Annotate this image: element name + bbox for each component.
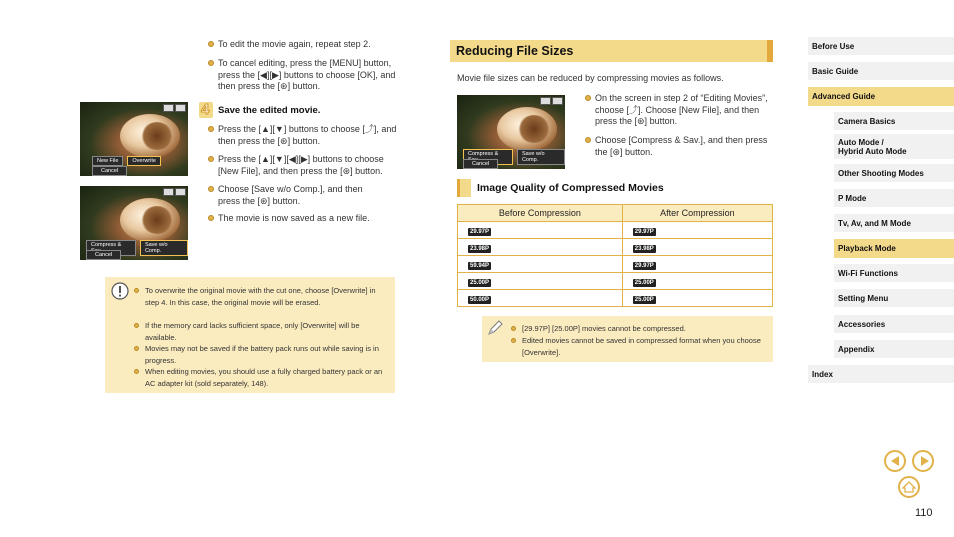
movie-quality-icon: 29.97P <box>634 228 654 235</box>
new-file-option: New File <box>92 156 123 166</box>
cancel-option: Cancel <box>92 166 127 176</box>
nav-item[interactable]: Playback Mode <box>834 239 954 258</box>
nav-item[interactable]: Camera Basics <box>834 112 954 130</box>
movie-quality-icon: 25.00P <box>634 296 654 303</box>
before-compression-cell <box>458 290 623 307</box>
compress-option: Compress & <box>463 149 513 165</box>
previous-page-button[interactable] <box>884 450 906 472</box>
bullet-step-1: Press the [▲][▼] buttons to choose [⤴], and then press the [⊛] button. <box>218 124 398 147</box>
after-compression-cell <box>622 273 772 290</box>
save-without-comp-option: Save w/o Comp. <box>517 149 565 165</box>
nav-item[interactable]: Index <box>808 365 954 383</box>
bullet-step-4: The movie is now saved as a new file. <box>218 213 398 225</box>
cancel-option: Cancel <box>463 159 498 169</box>
thumbnail-compress <box>457 95 565 169</box>
nav-item[interactable]: Appendix <box>834 340 954 358</box>
table-header: Before Compression <box>458 205 623 222</box>
caution-icon <box>111 282 129 300</box>
caution-note-4: When editing movies, you should use a fully charged battery pack or an AC adapter kit (sold separately, 148). <box>145 366 390 389</box>
movie-quality-icon: 25.00P <box>470 279 490 286</box>
subheading: Image Quality of Compressed Movies <box>477 182 664 194</box>
note-box <box>482 316 773 362</box>
next-page-button[interactable] <box>912 450 934 472</box>
movie-quality-icon: 23.98P <box>470 245 490 252</box>
table-row <box>458 239 773 256</box>
bullet-step-2: Press the [▲][▼][◀][▶] buttons to choose [New File], and then press the [⊛] button. <box>218 154 398 177</box>
caution-box <box>105 277 395 393</box>
movie-quality-icon: 29.97P <box>470 228 490 235</box>
after-compression-cell <box>622 222 772 239</box>
compress-option: Compress & <box>86 240 136 256</box>
page-number: 110 <box>915 507 933 519</box>
nav-item[interactable]: P Mode <box>834 189 954 207</box>
thumbnail-new-file <box>80 102 188 176</box>
save-without-comp-option: Save w/o Comp. <box>140 240 188 256</box>
nav-item[interactable]: Auto Mode / Hybrid Auto Mode <box>834 134 954 159</box>
table-row <box>458 290 773 307</box>
nav-item[interactable]: Other Shooting Modes <box>834 164 954 182</box>
table-row <box>458 273 773 290</box>
subheading-marker <box>457 179 471 197</box>
cancel-option: Cancel <box>86 250 121 260</box>
step-title: Save the edited movie. <box>218 105 321 116</box>
caution-note-3: Movies may not be saved if the battery pack runs out while saving is in progress. <box>145 343 390 366</box>
movie-quality-icon: 29.97P <box>634 262 654 269</box>
nav-item[interactable]: Advanced Guide <box>808 87 954 106</box>
table-row <box>458 256 773 273</box>
intro-text: Movie file sizes can be reduced by compressing movies as follows. <box>457 73 724 83</box>
table-row <box>458 222 773 239</box>
movie-quality-icon: 50.00P <box>470 296 490 303</box>
before-compression-cell <box>458 256 623 273</box>
after-compression-cell <box>622 256 772 273</box>
home-icon[interactable] <box>898 476 920 498</box>
pencil-icon <box>486 319 504 337</box>
note-2: Edited movies cannot be saved in compressed format when you choose [Overwrite]. <box>522 335 767 358</box>
bullet-choose-new-file: On the screen in step 2 of “Editing Movies”, choose [⤴]. Choose [New File], and then press the [⊛] button. <box>595 93 773 128</box>
thumbnail-save-options <box>80 186 188 260</box>
table-header: After Compression <box>622 205 772 222</box>
after-compression-cell <box>622 290 772 307</box>
section-heading: Reducing File Sizes <box>450 40 773 62</box>
overwrite-option: Overwrite <box>127 156 161 166</box>
nav-item[interactable]: Accessories <box>834 315 954 333</box>
note-1: [29.97P] [25.00P] movies cannot be compressed. <box>522 323 767 335</box>
nav-item[interactable]: Setting Menu <box>834 289 954 307</box>
bullet-compress-save: Choose [Compress & Sav.], and then press the [⊛] button. <box>595 135 773 158</box>
after-compression-cell <box>622 239 772 256</box>
nav-item[interactable]: Wi-Fi Functions <box>834 264 954 282</box>
bullet-step-3: Choose [Save w/o Comp.], and then press the [⊛] button. <box>218 184 378 207</box>
caution-note-2: If the memory card lacks sufficient space, only [Overwrite] will be available. <box>145 320 390 343</box>
nav-item[interactable]: Before Use <box>808 37 954 55</box>
before-compression-cell <box>458 239 623 256</box>
before-compression-cell <box>458 273 623 290</box>
before-compression-cell <box>458 222 623 239</box>
bullet-cancel-editing: To cancel editing, press the [MENU] button, press the [◀][▶] buttons to choose [OK], and then press the [⊛] button. <box>218 58 398 93</box>
nav-item[interactable]: Basic Guide <box>808 62 954 80</box>
movie-quality-icon: 25.00P <box>634 279 654 286</box>
nav-item[interactable]: Tv, Av, and M Mode <box>834 214 954 232</box>
step-number-icon: 4 <box>199 102 213 118</box>
movie-quality-icon: 59.94P <box>470 262 490 269</box>
caution-note-1: To overwrite the original movie with the cut one, choose [Overwrite] in step 4. In this case, the original movie will be erased. <box>145 285 390 308</box>
compression-table <box>457 204 773 307</box>
movie-quality-icon: 23.98P <box>634 245 654 252</box>
bullet-repeat: To edit the movie again, repeat step 2. <box>218 39 398 51</box>
